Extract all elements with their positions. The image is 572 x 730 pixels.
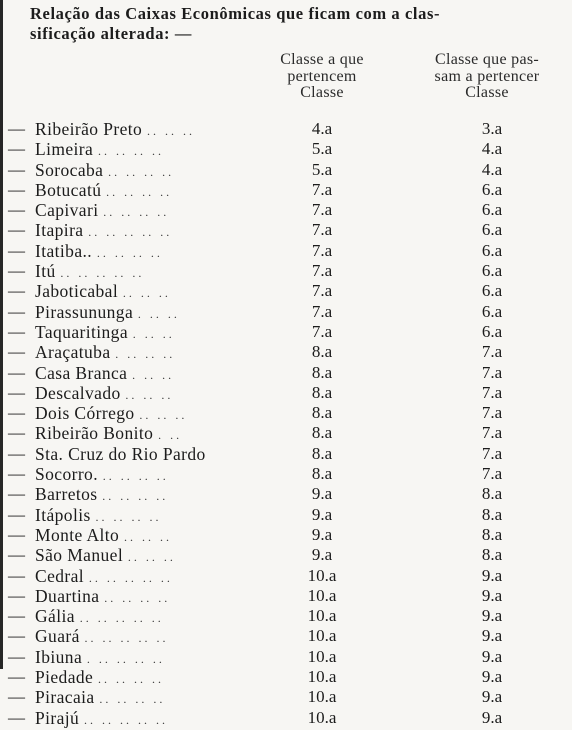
caixa-name-cell (35, 606, 275, 628)
caixa-name: Itú (35, 261, 56, 282)
table-row (0, 139, 572, 159)
leader-dots: . .. .. (132, 367, 175, 382)
current-class-cell: 10.a (307, 687, 337, 707)
table-row (0, 647, 572, 667)
new-class-cell: 9.a (481, 585, 503, 605)
leader-dots: .. .. .. (122, 286, 171, 301)
leader-dots: .. .. .. .. .. (84, 631, 169, 646)
table-row (0, 363, 572, 383)
column-header-from (262, 52, 382, 102)
caixa-name: Sorocaba (35, 159, 104, 180)
new-class-cell: 8.a (481, 504, 503, 524)
table-row (0, 505, 572, 525)
row-dash: — (8, 504, 25, 524)
column-header-to (412, 52, 562, 102)
caixa-name-cell (35, 566, 275, 588)
current-class-cell: 10.a (307, 565, 337, 585)
leader-dots: . .. .. .. .. (86, 651, 165, 666)
new-class-cell: 9.a (481, 667, 503, 687)
current-class-cell: 7.a (311, 220, 333, 240)
current-class-cell: 9.a (311, 504, 333, 524)
caixa-name-cell (35, 363, 275, 385)
heading-line-2-text: sificação alterada: (30, 24, 171, 43)
column-header-from-line-3: Classe (300, 84, 344, 101)
caixa-name: Casa Branca (35, 362, 128, 383)
new-class-cell: 7.a (481, 362, 503, 382)
column-header-to-line-3: Classe (465, 84, 509, 101)
new-class-cell: 8.a (481, 545, 503, 565)
row-dash: — (8, 626, 25, 646)
current-class-cell: 8.a (311, 362, 333, 382)
column-header-from-line-1: Classe a que (280, 51, 364, 68)
table-row (0, 606, 572, 626)
current-class-cell: 7.a (311, 321, 333, 341)
new-class-cell: 6.a (481, 220, 503, 240)
leader-dots: .. .. .. (139, 408, 188, 423)
caixa-name: Taquaritinga (35, 321, 128, 342)
leader-dots: .. .. .. .. .. (79, 611, 164, 626)
caixa-name: Dois Córrego (35, 403, 135, 424)
row-dash: — (8, 281, 25, 301)
caixa-name: São Manuel (35, 545, 124, 566)
new-class-cell: 6.a (481, 261, 503, 281)
current-class-cell: 10.a (307, 585, 337, 605)
caixa-name: Ribeirão Preto (35, 119, 143, 139)
row-dash: — (8, 119, 25, 138)
caixa-name-cell (35, 119, 275, 141)
table-row (0, 586, 572, 606)
caixa-name-cell (35, 586, 275, 608)
new-class-cell: 6.a (481, 321, 503, 341)
row-dash: — (8, 403, 25, 423)
current-class-cell: 9.a (311, 484, 333, 504)
new-class-cell: 6.a (481, 301, 503, 321)
table-row (0, 281, 572, 301)
current-class-cell: 8.a (311, 342, 333, 362)
table-row (0, 566, 572, 586)
leader-dots: .. .. .. (125, 387, 174, 402)
leader-dots: .. .. .. .. (95, 509, 162, 524)
new-class-cell: 9.a (481, 707, 503, 727)
row-dash: — (8, 220, 25, 240)
new-class-cell: 9.a (481, 626, 503, 646)
table-body (0, 119, 572, 728)
row-dash: — (8, 687, 25, 707)
leader-dots: .. .. .. .. (97, 144, 164, 159)
table-row (0, 241, 572, 261)
caixa-name-cell (35, 139, 275, 161)
row-dash: — (8, 261, 25, 281)
row-dash: — (8, 646, 25, 666)
row-dash: — (8, 301, 25, 321)
new-class-cell: 6.a (481, 200, 503, 220)
caixa-name: Sta. Cruz do Rio Pardo (35, 443, 206, 464)
caixa-name-cell (35, 484, 275, 506)
leader-dots: . .. (158, 428, 183, 443)
leader-dots: .. .. .. .. (102, 489, 169, 504)
caixa-name-cell (35, 647, 275, 669)
table-row (0, 464, 572, 484)
caixa-name-cell (35, 302, 275, 324)
current-class-cell: 9.a (311, 524, 333, 544)
new-class-cell: 8.a (481, 524, 503, 544)
heading-line-2 (30, 24, 565, 44)
caixa-name-cell (35, 708, 275, 730)
table-row (0, 200, 572, 220)
current-class-cell: 10.a (307, 626, 337, 646)
caixa-name: Itatiba.. (35, 240, 93, 261)
caixa-name-cell (35, 160, 275, 182)
row-dash: — (8, 667, 25, 687)
leader-dots: .. .. .. (146, 124, 195, 138)
current-class-cell: 8.a (311, 403, 333, 423)
column-header-to-line-2: sam a pertencer (434, 67, 540, 85)
current-class-cell: 7.a (311, 240, 333, 260)
leader-dots: .. .. .. .. (99, 692, 166, 707)
leader-dots: .. .. .. .. .. (83, 712, 168, 727)
new-class-cell: 9.a (481, 606, 503, 626)
caixa-name: Socorro. (35, 464, 98, 485)
row-dash: — (8, 565, 25, 585)
caixa-name: Monte Alto (35, 524, 120, 545)
row-dash: — (8, 200, 25, 220)
leader-dots: .. .. .. (127, 550, 176, 565)
leader-dots: . .. .. (137, 306, 180, 321)
caixa-name: Pirajú (35, 707, 80, 728)
current-class-cell: 5.a (311, 159, 333, 179)
caixa-name: Gália (35, 606, 75, 627)
leader-dots: .. .. .. .. .. (60, 266, 145, 281)
new-class-cell: 9.a (481, 565, 503, 585)
new-class-cell: 6.a (481, 281, 503, 301)
leader-dots: . .. .. .. (115, 347, 176, 362)
new-class-cell: 6.a (481, 240, 503, 260)
caixa-name-cell (35, 180, 275, 202)
table-row (0, 423, 572, 443)
row-dash: — (8, 545, 25, 565)
new-class-cell: 7.a (481, 403, 503, 423)
row-dash: — (8, 443, 25, 463)
column-header-from-line-2: pertencem (287, 67, 357, 85)
table-row (0, 119, 572, 139)
current-class-cell: 9.a (311, 545, 333, 565)
heading-line-1: Relação das Caixas Econômicas que ficam com a clas- (30, 4, 441, 23)
caixa-name: Descalvado (35, 382, 121, 403)
caixa-name-cell (35, 281, 275, 303)
new-class-cell: 7.a (481, 443, 503, 463)
table-row (0, 708, 572, 728)
table-row (0, 160, 572, 180)
new-class-cell: 3.a (481, 119, 503, 138)
table-row (0, 383, 572, 403)
table-row (0, 180, 572, 200)
caixa-name-cell (35, 464, 275, 486)
caixa-name-cell (35, 322, 275, 344)
leader-dots: .. .. .. .. .. (88, 225, 173, 240)
caixa-name-cell (35, 423, 275, 445)
row-dash: — (8, 707, 25, 727)
leader-dots: .. .. .. .. (108, 164, 175, 179)
leader-dots: .. .. .. .. .. (88, 570, 173, 585)
row-dash: — (8, 159, 25, 179)
row-dash: — (8, 382, 25, 402)
caixa-name: Capivari (35, 200, 99, 221)
table-row (0, 484, 572, 504)
caixa-name: Ribeirão Bonito (35, 423, 154, 444)
new-class-cell: 6.a (481, 179, 503, 199)
table-row (0, 342, 572, 362)
leader-dots: .. .. .. .. (103, 205, 170, 220)
caixa-name: Botucatú (35, 179, 102, 200)
current-class-cell: 10.a (307, 707, 337, 727)
new-class-cell: 8.a (481, 484, 503, 504)
caixa-name-cell (35, 241, 275, 263)
caixa-name: Duartina (35, 585, 100, 606)
table-row (0, 220, 572, 240)
caixa-name-cell (35, 200, 275, 222)
current-class-cell: 10.a (307, 606, 337, 626)
table-row (0, 444, 572, 464)
leader-dots: .. .. .. .. (96, 245, 163, 260)
row-dash: — (8, 585, 25, 605)
current-class-cell: 7.a (311, 301, 333, 321)
new-class-cell: 9.a (481, 687, 503, 707)
new-class-cell: 7.a (481, 382, 503, 402)
caixa-name-cell (35, 403, 275, 425)
new-class-cell: 4.a (481, 139, 503, 159)
table-row (0, 687, 572, 707)
row-dash: — (8, 179, 25, 199)
caixa-name: Piracaia (35, 687, 95, 708)
table-row (0, 525, 572, 545)
current-class-cell: 7.a (311, 200, 333, 220)
row-dash: — (8, 464, 25, 484)
leader-dots: .. .. .. .. (102, 469, 169, 484)
current-class-cell: 8.a (311, 423, 333, 443)
row-dash: — (8, 139, 25, 159)
current-class-cell: 10.a (307, 646, 337, 666)
caixa-name-cell (35, 444, 275, 466)
new-class-cell: 4.a (481, 159, 503, 179)
current-class-cell: 7.a (311, 261, 333, 281)
caixa-name-cell (35, 667, 275, 689)
current-class-cell: 8.a (311, 382, 333, 402)
current-class-cell: 10.a (307, 667, 337, 687)
caixa-name: Ibiuna (35, 646, 83, 667)
heading (30, 4, 565, 44)
caixa-name-cell (35, 261, 275, 283)
caixa-name-cell (35, 525, 275, 547)
leader-dots: .. .. .. .. (97, 672, 164, 687)
table-row (0, 261, 572, 281)
caixa-name: Jaboticabal (35, 281, 119, 302)
caixa-name-cell (35, 342, 275, 364)
row-dash: — (8, 240, 25, 260)
caixa-name: Pirassununga (35, 301, 134, 322)
caixa-name-cell (35, 220, 275, 242)
new-class-cell: 7.a (481, 342, 503, 362)
leader-dots: .. .. .. .. (104, 590, 171, 605)
row-dash: — (8, 423, 25, 443)
table-row (0, 545, 572, 565)
table-row (0, 302, 572, 322)
column-header-to-line-1: Classe que pas- (434, 51, 540, 68)
caixa-name: Itapira (35, 220, 84, 241)
leader-dots: .. .. .. .. (106, 184, 173, 199)
caixa-name: Cedral (35, 565, 85, 586)
current-class-cell: 4.a (311, 119, 333, 138)
caixa-name: Piedade (35, 667, 94, 688)
row-dash: — (8, 606, 25, 626)
leader-dots: . .. .. (132, 326, 175, 341)
row-dash: — (8, 362, 25, 382)
current-class-cell: 8.a (311, 464, 333, 484)
table-row (0, 403, 572, 423)
heading-dash: — (174, 24, 192, 43)
table-row (0, 667, 572, 687)
row-dash: — (8, 484, 25, 504)
new-class-cell: 7.a (481, 423, 503, 443)
current-class-cell: 5.a (311, 139, 333, 159)
table-row (0, 626, 572, 646)
row-dash: — (8, 524, 25, 544)
caixa-name-cell (35, 545, 275, 567)
caixa-name: Itápolis (35, 504, 91, 525)
row-dash: — (8, 321, 25, 341)
new-class-cell: 9.a (481, 646, 503, 666)
caixa-name: Guará (35, 626, 80, 647)
current-class-cell: 7.a (311, 281, 333, 301)
caixa-name: Barretos (35, 484, 98, 505)
caixa-name-cell (35, 383, 275, 405)
row-dash: — (8, 342, 25, 362)
caixa-name-cell (35, 687, 275, 709)
table-row (0, 322, 572, 342)
current-class-cell: 8.a (311, 443, 333, 463)
new-class-cell: 7.a (481, 464, 503, 484)
leader-dots: .. .. .. (124, 529, 172, 544)
caixa-name: Limeira (35, 139, 94, 160)
caixa-name-cell (35, 626, 275, 648)
caixa-name: Araçatuba (35, 342, 111, 363)
current-class-cell: 7.a (311, 179, 333, 199)
caixa-name-cell (35, 505, 275, 527)
